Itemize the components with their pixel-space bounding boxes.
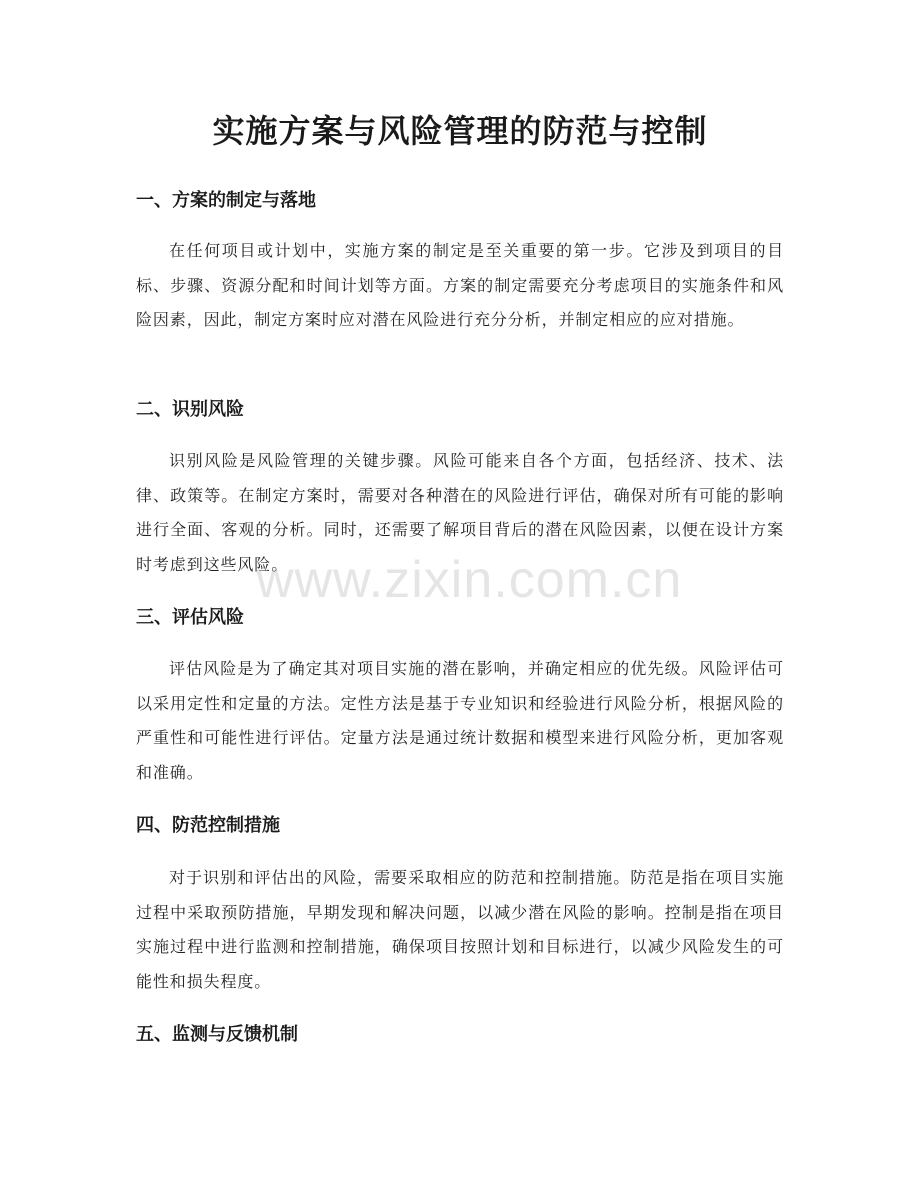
- section-body-4: 对于识别和评估出的风险，需要采取相应的防范和控制措施。防范是指在项目实施过程中采取预防措施，早期发现和解决问题，以减少潜在风险的影响。控制是指在项目实施过程中进行监测和控制措施，确保项目按照计划和目标进行，以减少风险发生的可能性和损失程度。: [136, 868, 784, 991]
- section-heading-4: 四、防范控制措施: [136, 815, 280, 836]
- section-body-1: 在任何项目或计划中，实施方案的制定是至关重要的第一步。它涉及到项目的目标、步骤、资源分配和时间计划等方面。方案的制定需要充分考虑项目的实施条件和风险因素，因此，制定方案时应对潜在风险进行充分分析，并制定相应的应对措施。: [136, 241, 784, 329]
- section-heading-1: 一、方案的制定与落地: [136, 190, 316, 211]
- section-heading-3: 三、评估风险: [136, 607, 244, 628]
- section-heading-5: 五、监测与反馈机制: [136, 1024, 298, 1045]
- section-body-2: 识别风险是风险管理的关键步骤。风险可能来自各个方面，包括经济、技术、法律、政策等。在制定方案时，需要对各种潜在的风险进行评估，确保对所有可能的影响进行全面、客观的分析。同时，还需要了解项目背后的潜在风险因素，以便在设计方案时考虑到这些风险。: [136, 451, 784, 574]
- page-title: 实施方案与风险管理的防范与控制: [212, 112, 708, 150]
- watermark: www.zixin.com.cn: [256, 551, 683, 609]
- section-body-3: 评估风险是为了确定其对项目实施的潜在影响，并确定相应的优先级。风险评估可以采用定性和定量的方法。定性方法是基于专业知识和经验进行风险分析，根据风险的严重性和可能性进行评估。定量方法是通过统计数据和模型来进行风险分析，更加客观和准确。: [136, 659, 784, 782]
- section-heading-2: 二、识别风险: [136, 399, 244, 420]
